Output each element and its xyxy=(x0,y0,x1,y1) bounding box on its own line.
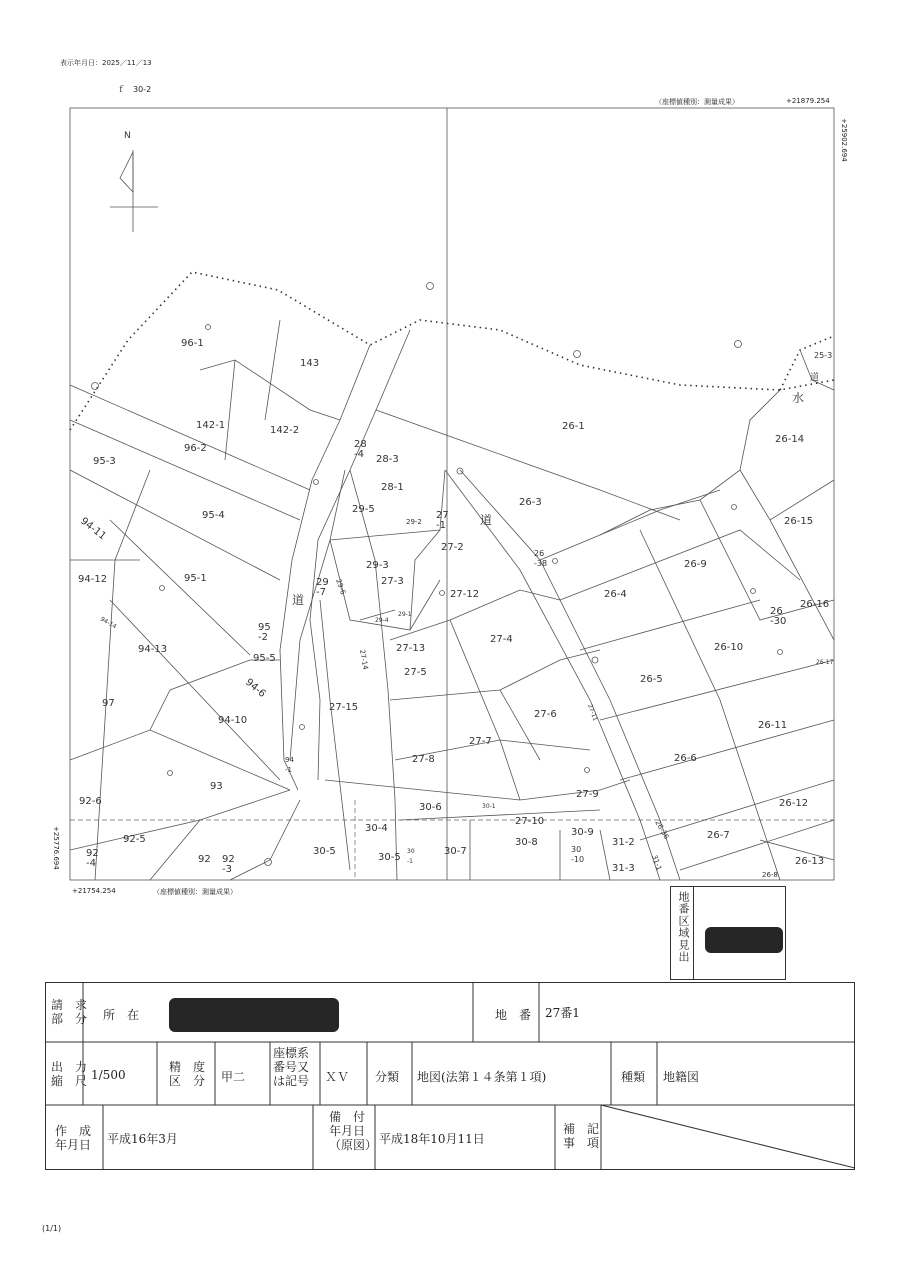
scale-label: 出 力 縮 尺 xyxy=(51,1060,88,1088)
parcel-label: 26-12 xyxy=(779,798,809,809)
parcel-label: 30-7 xyxy=(444,846,467,857)
parcel-label: 30-9 xyxy=(571,827,594,838)
parcel-label: 27-15 xyxy=(329,702,359,713)
parcel-label: 92-6 xyxy=(79,796,102,807)
parcel-label: 94 -1 xyxy=(285,756,294,774)
water-label: 水 xyxy=(792,391,805,405)
parcel-label: 29-2 xyxy=(406,518,422,526)
parcel-label: 26-8 xyxy=(762,871,778,879)
parcel-label: 26-7 xyxy=(707,830,730,841)
parcel-label: 26-6 xyxy=(674,753,697,764)
parcel-label: 96-1 xyxy=(181,338,204,349)
parcel-label: 30 -10 xyxy=(571,845,585,864)
parcel-label: 27-9 xyxy=(576,789,599,800)
north-arrow-icon xyxy=(110,150,158,232)
parcel-label: 26-14 xyxy=(775,434,805,445)
chiban-value: 27番1 xyxy=(545,1006,580,1020)
info-table xyxy=(45,982,855,1170)
parcel-label: 26-15 xyxy=(784,516,814,527)
map-frame xyxy=(70,108,834,880)
parcel-label: 31-3 xyxy=(612,863,635,874)
parcel-label: 31-2 xyxy=(612,837,635,848)
parcel-label: 30-5 xyxy=(378,852,401,863)
parcel-labels xyxy=(78,338,834,879)
display-date: 表示年月日：2025／11／13 xyxy=(60,59,152,67)
parcel-label: 29-1 xyxy=(398,611,412,618)
road-label: 道 xyxy=(480,513,493,527)
parcel-label: 93 xyxy=(210,781,223,792)
parcel-label: 27-5 xyxy=(404,667,427,678)
parcel-label: 27-12 xyxy=(450,589,480,600)
parcel-label: 30-5 xyxy=(313,846,336,857)
parcel-label: 29 -7 xyxy=(316,577,329,598)
road-label: 道 xyxy=(810,373,820,383)
request-section-label: 請 求 部 分 xyxy=(51,998,88,1026)
parcel-label: 29-4 xyxy=(375,617,389,624)
scale-value: 1/500 xyxy=(91,1068,126,1082)
parcel-label: 94-14 xyxy=(99,615,118,631)
boundary-dotted-north xyxy=(70,272,834,430)
parcel-label: 27 -1 xyxy=(436,510,449,531)
parcel-label: 95-5 xyxy=(253,653,276,664)
parcel-label: 26 -30 xyxy=(770,606,787,627)
parcel-label: 95-3 xyxy=(93,456,116,467)
parcel-label: 94-13 xyxy=(138,644,168,655)
page-number: (1/1) xyxy=(42,1224,62,1233)
parcel-label: 94-11 xyxy=(78,515,108,543)
north-label: N xyxy=(124,131,131,141)
parcel-label: 95-1 xyxy=(184,573,207,584)
redaction-mark xyxy=(169,998,339,1032)
parcel-label: 26-3 xyxy=(519,497,542,508)
parcel-label: 26-10 xyxy=(714,642,744,653)
parcel-label: 26-1 xyxy=(562,421,585,432)
parcel-label: 28 -4 xyxy=(354,439,367,460)
parcel-label: 26-9 xyxy=(684,559,707,570)
parcel-label: 31-1 xyxy=(650,853,664,872)
coord-left-y: +25776.694 xyxy=(52,826,60,870)
notes-label: 補 記 事 項 xyxy=(563,1122,600,1150)
parcel-label: 94-6 xyxy=(243,676,268,700)
parcel-label: 30-6 xyxy=(419,802,442,813)
index-map-label: 地番区域見出 xyxy=(677,891,690,963)
parcel-label: 30-8 xyxy=(515,837,538,848)
parcel-label: 30-1 xyxy=(482,803,496,810)
parcel-label: 25-3 xyxy=(814,351,833,360)
parcel-label: 26-36 xyxy=(653,819,671,841)
parcel-label: 26 -38 xyxy=(534,549,548,568)
coord-right-y: +25902.694 xyxy=(840,118,848,162)
parcel-label: 92 xyxy=(198,854,211,865)
coord-system-label: 座標系 番号又 は記号 xyxy=(273,1046,310,1088)
parcel-label: 26-17 xyxy=(816,659,834,666)
attached-label: 備 付 年月日 （原図） xyxy=(329,1110,378,1152)
parcel-label: 142-2 xyxy=(270,425,300,436)
coord-top-right-x: +21879.254 xyxy=(786,97,830,105)
parcel-boundaries xyxy=(70,320,834,880)
accuracy-value: 甲二 xyxy=(221,1070,246,1084)
index-map-divider xyxy=(693,887,694,979)
coord-type-top: （座標値種別：測量成果） xyxy=(655,98,739,106)
accuracy-label: 精 度 区 分 xyxy=(169,1060,206,1088)
parcel-label: 94-12 xyxy=(78,574,108,585)
redaction-mark xyxy=(705,927,783,953)
parcel-label: 97 xyxy=(102,698,115,709)
parcel-label: 29-5 xyxy=(352,504,375,515)
coord-bottom-left-x: +21754.254 xyxy=(72,887,116,895)
parcel-label: 29-3 xyxy=(366,560,389,571)
parcel-label: 92 -3 xyxy=(222,854,235,875)
parcel-label: 143 xyxy=(300,358,320,369)
parcel-label: 28-3 xyxy=(376,454,399,465)
parcel-label: 27-6 xyxy=(534,709,557,720)
parcel-label: 27-4 xyxy=(490,634,513,645)
parcel-label: 95 -2 xyxy=(258,622,271,643)
type-value: 地籍図 xyxy=(663,1070,700,1084)
parcel-label: 26-13 xyxy=(795,856,825,867)
parcel-label: 94-10 xyxy=(218,715,248,726)
index-map-box xyxy=(670,886,786,980)
location-label: 所 在 xyxy=(103,1008,140,1022)
category-value: 地図(法第１４条第１項) xyxy=(417,1070,547,1084)
coord-system-value: ＸＶ xyxy=(325,1070,350,1084)
chiban-label: 地 番 xyxy=(495,1008,532,1022)
created-label: 作 成 年月日 xyxy=(55,1124,92,1152)
parcel-label: 27-7 xyxy=(469,736,492,747)
category-label: 分類 xyxy=(375,1070,400,1084)
parcel-label: 27-13 xyxy=(396,643,426,654)
parcel-label: 92 -4 xyxy=(86,848,99,869)
parcel-label: 27-8 xyxy=(412,754,435,765)
parcel-label: 27-11 xyxy=(586,703,599,723)
parcel-label: 26-11 xyxy=(758,720,788,731)
coord-type-bottom: （座標値種別：測量成果） xyxy=(153,888,237,896)
parcel-label: 92-5 xyxy=(123,834,146,845)
parcel-label: 27-3 xyxy=(381,576,404,587)
parcel-label: 30 -1 xyxy=(407,848,415,865)
attached-value: 平成18年10月11日 xyxy=(379,1132,485,1146)
parcel-label: 26-5 xyxy=(640,674,663,685)
parcel-label: 142-1 xyxy=(196,420,226,431)
created-value: 平成16年3月 xyxy=(107,1132,178,1146)
parcel-label: 30-4 xyxy=(365,823,388,834)
parcel-label: 27-10 xyxy=(515,816,545,827)
parcel-label: 27-14 xyxy=(358,648,370,671)
parcel-label: 96-2 xyxy=(184,443,207,454)
parcel-label: 95-4 xyxy=(202,510,225,521)
boundary-dotted-east xyxy=(780,336,834,390)
parcel-label: 27-2 xyxy=(441,542,464,553)
road-label: 道 xyxy=(292,593,305,607)
parcel-label: 26-16 xyxy=(800,599,830,610)
parcel-label: 28-1 xyxy=(381,482,404,493)
type-label: 種類 xyxy=(621,1070,646,1084)
sheet-reference: ｆ 30-2 xyxy=(117,85,152,94)
parcel-label: 26-4 xyxy=(604,589,627,600)
parcel-label: 29-6 xyxy=(334,577,348,596)
